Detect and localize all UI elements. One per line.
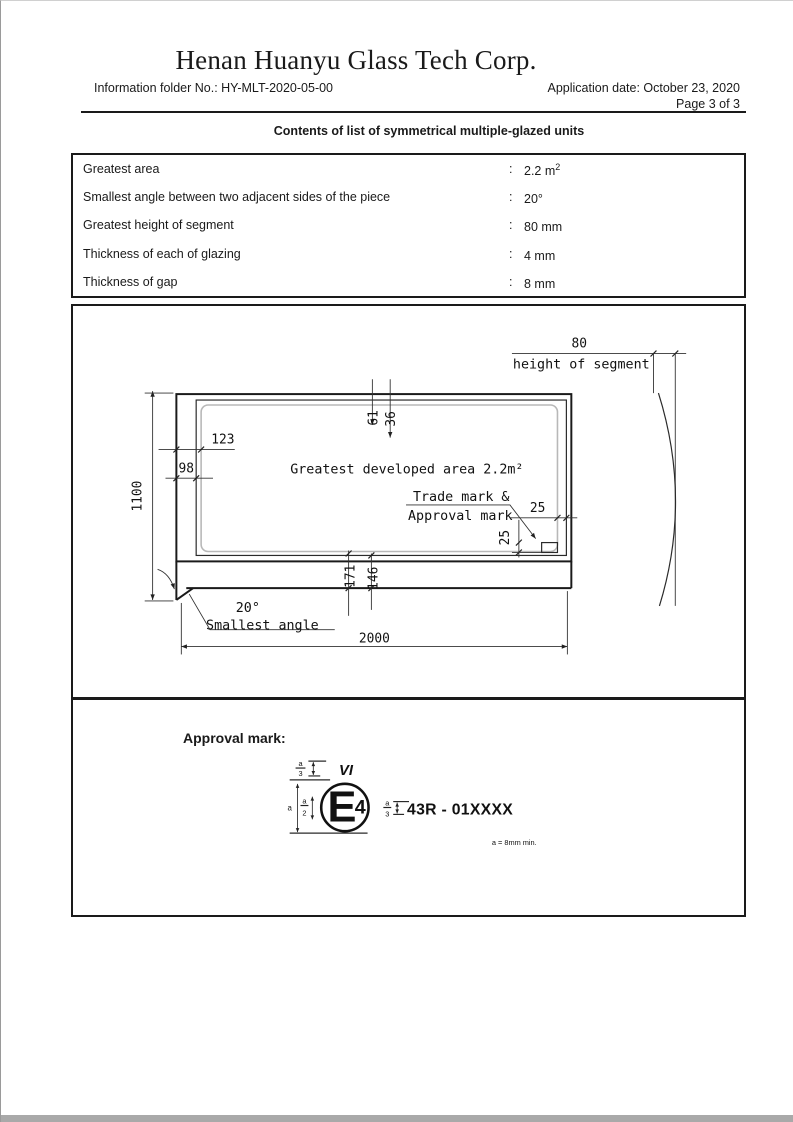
approval-mark-panel: [71, 698, 746, 917]
dim-1100: [131, 391, 174, 601]
e-country-number: 4: [354, 796, 366, 819]
application-date: Application date: October 23, 2020: [547, 81, 740, 95]
table-row: [73, 183, 744, 211]
company-title: Henan Huanyu Glass Tech Corp.: [175, 45, 537, 75]
angle-name-label: Smallest angle: [206, 618, 319, 634]
trademark-label-line1: Trade mark &: [412, 490, 510, 506]
table-row: [73, 155, 744, 183]
dim-171-label: 171: [343, 564, 359, 588]
row-label: Greatest height of segment: [83, 218, 234, 233]
page-number: Page 3 of 3: [676, 97, 740, 111]
approval-number: 43R - 01XXXX: [407, 801, 514, 819]
dim-2000-label: 2000: [358, 631, 390, 647]
row-separator: :: [509, 274, 513, 289]
table-row: [73, 240, 744, 268]
height-of-segment-label: height of segment: [512, 357, 650, 373]
dim-25-vertical-label: 25: [497, 529, 513, 546]
svg-text:2: 2: [302, 808, 307, 818]
svg-text:a: a: [385, 798, 390, 808]
table-row: [73, 211, 744, 239]
smallest-angle-annotation: [158, 569, 335, 633]
trademark-label-line2: Approval mark: [408, 508, 513, 524]
svg-text:a: a: [287, 803, 292, 813]
dim-a-third-top: [290, 759, 330, 780]
row-label: Greatest area: [83, 162, 160, 176]
row-value: 80 mm: [524, 220, 563, 235]
header-divider: [81, 111, 746, 113]
dim-61-label: 61: [366, 410, 382, 426]
row-label: Thickness of gap: [83, 274, 178, 289]
table-row: [73, 268, 744, 296]
row-value: 4 mm: [524, 248, 556, 263]
row-separator: :: [509, 246, 513, 261]
row-separator: :: [509, 162, 513, 176]
dim-61-36: [366, 379, 399, 437]
row-value: 8 mm: [524, 276, 556, 291]
dimension-note: a = 8mm min.: [491, 837, 537, 847]
approval-mark-heading: Approval mark:: [183, 730, 286, 746]
svg-text:3: 3: [298, 768, 303, 778]
angle-value-label: 20°: [235, 600, 260, 616]
row-separator: :: [509, 218, 513, 233]
row-value: 2.2 $m^2$: [524, 162, 561, 179]
scan-edge-strip: [1, 1115, 793, 1122]
e-letter: E: [327, 783, 357, 832]
e-mark-figure: [73, 700, 744, 915]
document-subtitle: Contents of list of symmetrical multiple-glazed units: [273, 124, 585, 138]
svg-text:a: a: [302, 796, 307, 806]
e-mark-circle: [321, 783, 368, 831]
segment-arc: [658, 393, 675, 606]
technical-drawing-panel: [71, 304, 746, 699]
row-separator: :: [509, 190, 513, 205]
dim-80-label: 80: [571, 336, 587, 352]
svg-text:3: 3: [385, 809, 390, 819]
glazing-unit-drawing: [73, 306, 744, 697]
dim-98-label: 98: [178, 461, 195, 477]
svg-text:a: a: [298, 759, 303, 769]
dim-25-horizontal-label: 25: [529, 500, 546, 516]
dim-a-total: [287, 784, 297, 832]
row-label: Smallest angle between two adjacent sides of the piece: [83, 190, 391, 205]
dim-a-half: [301, 797, 313, 820]
developed-area-label: Greatest developed area 2.2m²: [290, 462, 524, 478]
row-value: 20°: [524, 192, 543, 207]
spec-table: [71, 153, 746, 298]
height-of-segment: [512, 337, 686, 606]
trademark-annotation: [406, 490, 577, 557]
row-label: Thickness of each of glazing: [83, 246, 241, 261]
dim-36-label: 36: [384, 411, 400, 427]
dim-a-third-right: [383, 799, 409, 819]
dim-146-label: 146: [366, 566, 382, 590]
dim-123-label: 123: [211, 432, 235, 448]
glazing-group-label: VI: [338, 762, 353, 779]
info-folder-number: Information folder No.: HY-MLT-2020-05-00: [94, 81, 334, 95]
dim-1100-label: 1100: [130, 480, 146, 512]
dim-171-146: [344, 550, 382, 615]
